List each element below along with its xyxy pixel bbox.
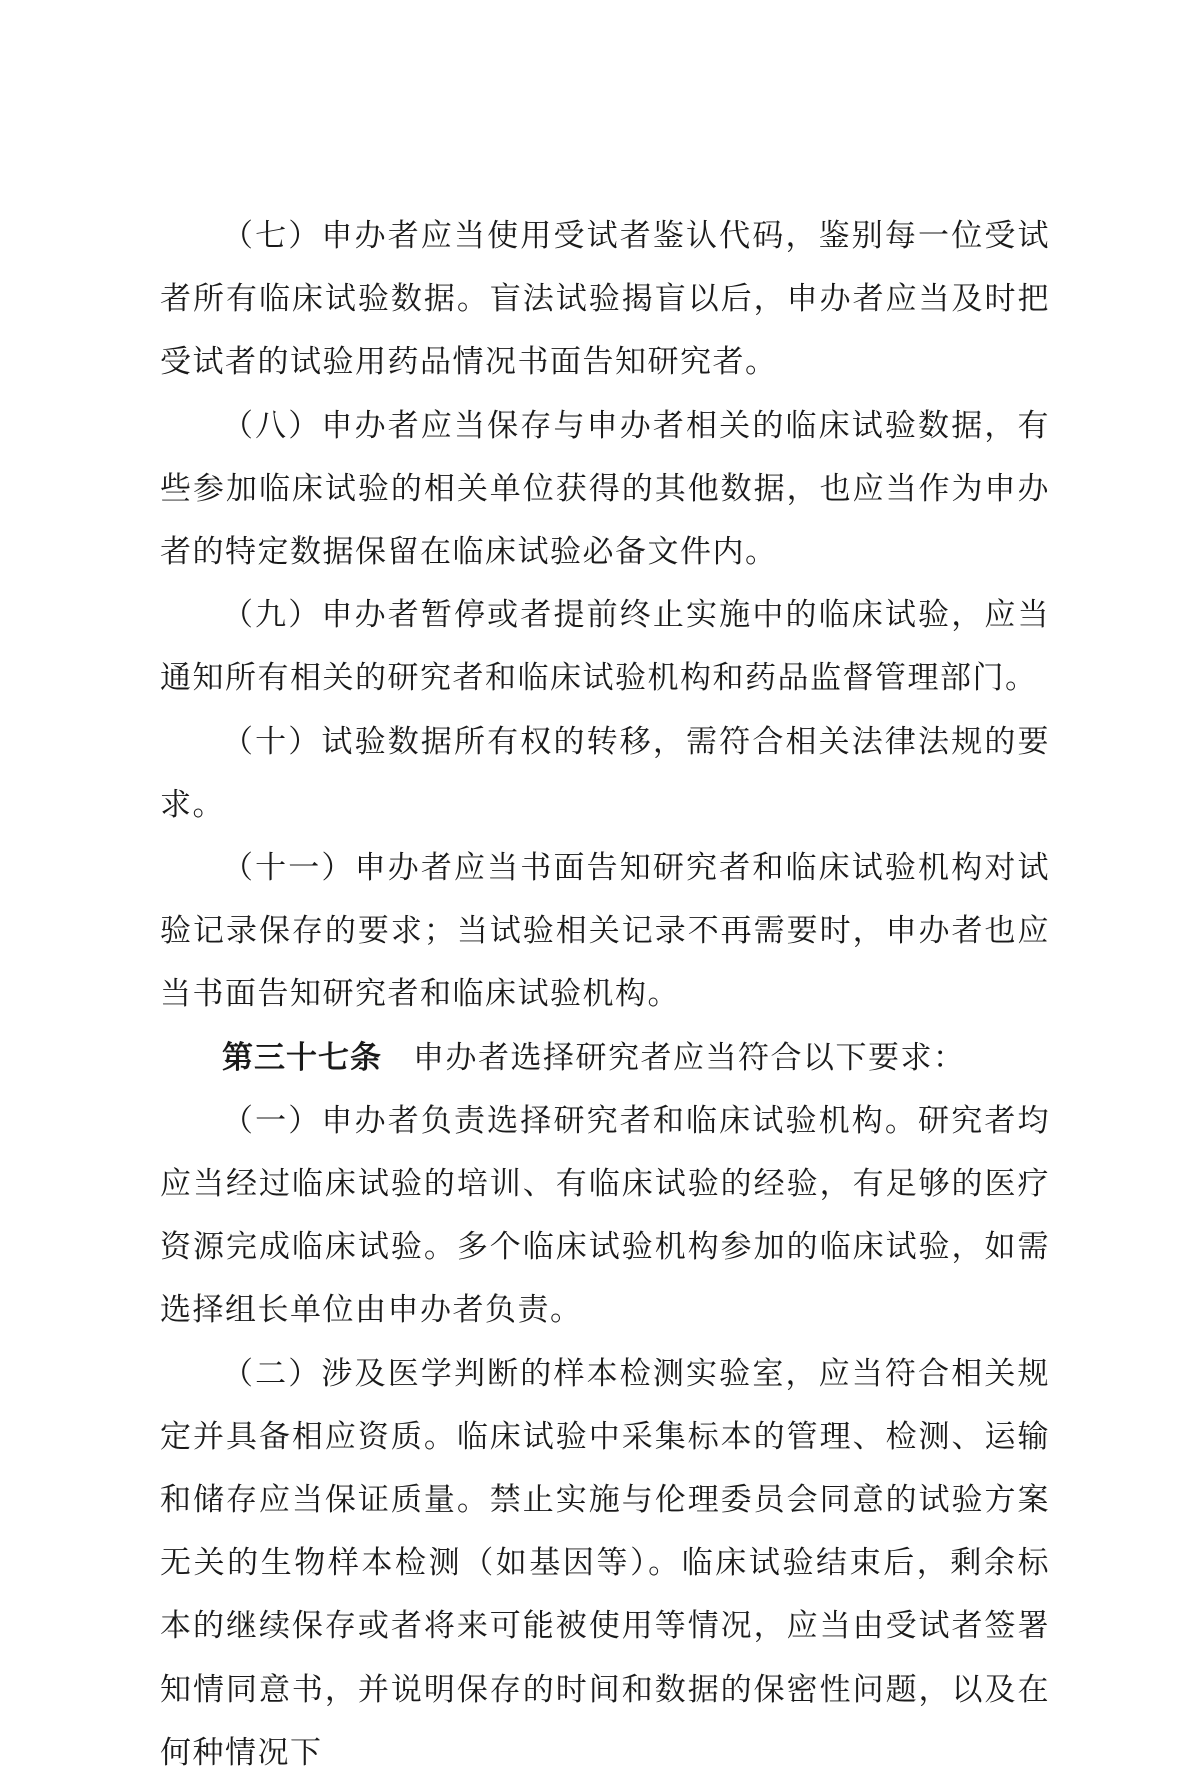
paragraph-11: （十一）申办者应当书面告知研究者和临床试验机构对试验记录保存的要求；当试验相关记录不再需要时，申办者也应当书面告知研究者和临床试验机构。 (160, 850, 1050, 1013)
paragraph-8: （八）申办者应当保存与申办者相关的临床试验数据，有些参加临床试验的相关单位获得的其他数据，也应当作为申办者的特定数据保留在临床试验必备文件内。 (160, 407, 1050, 571)
item-2: （二）涉及医学判断的样本检测实验室，应当符合相关规定并具备相应资质。临床试验中采集标本的管理、检测、运输和储存应当保证质量。禁止实施与伦理委员会同意的试验方案无关的生物样本检测（如基因等）。临床试验结束后，剩余标本的继续保存或者将来可能被使用等情况，应当由受试者签署知情同意书，并说明保存的时间和数据的保密性问题，以及在何种情况下 (160, 1355, 1050, 1771)
article-title: 第三十七条 (222, 1039, 382, 1076)
article-intro: 申办者选择研究者应当符合以下要求： (413, 1039, 966, 1076)
paragraph-10: （十）试验数据所有权的转移，需符合相关法律法规的要求。 (160, 723, 1050, 823)
document-body (160, 205, 1050, 1785)
article-37 (160, 1027, 1050, 1090)
item-1: （一）申办者负责选择研究者和临床试验机构。研究者均应当经过临床试验的培训、有临床试验的经验，有足够的医疗资源完成临床试验。多个临床试验机构参加的临床试验，如需选择组长单位由申办者负责。 (160, 1102, 1050, 1329)
paragraph-9: （九）申办者暂停或者提前终止实施中的临床试验，应当通知所有相关的研究者和临床试验机构和药品监督管理部门。 (160, 597, 1050, 697)
paragraph-7: （七）申办者应当使用受试者鉴认代码，鉴别每一位受试者所有临床试验数据。盲法试验揭盲以后，申办者应当及时把受试者的试验用药品情况书面告知研究者。 (160, 218, 1050, 381)
